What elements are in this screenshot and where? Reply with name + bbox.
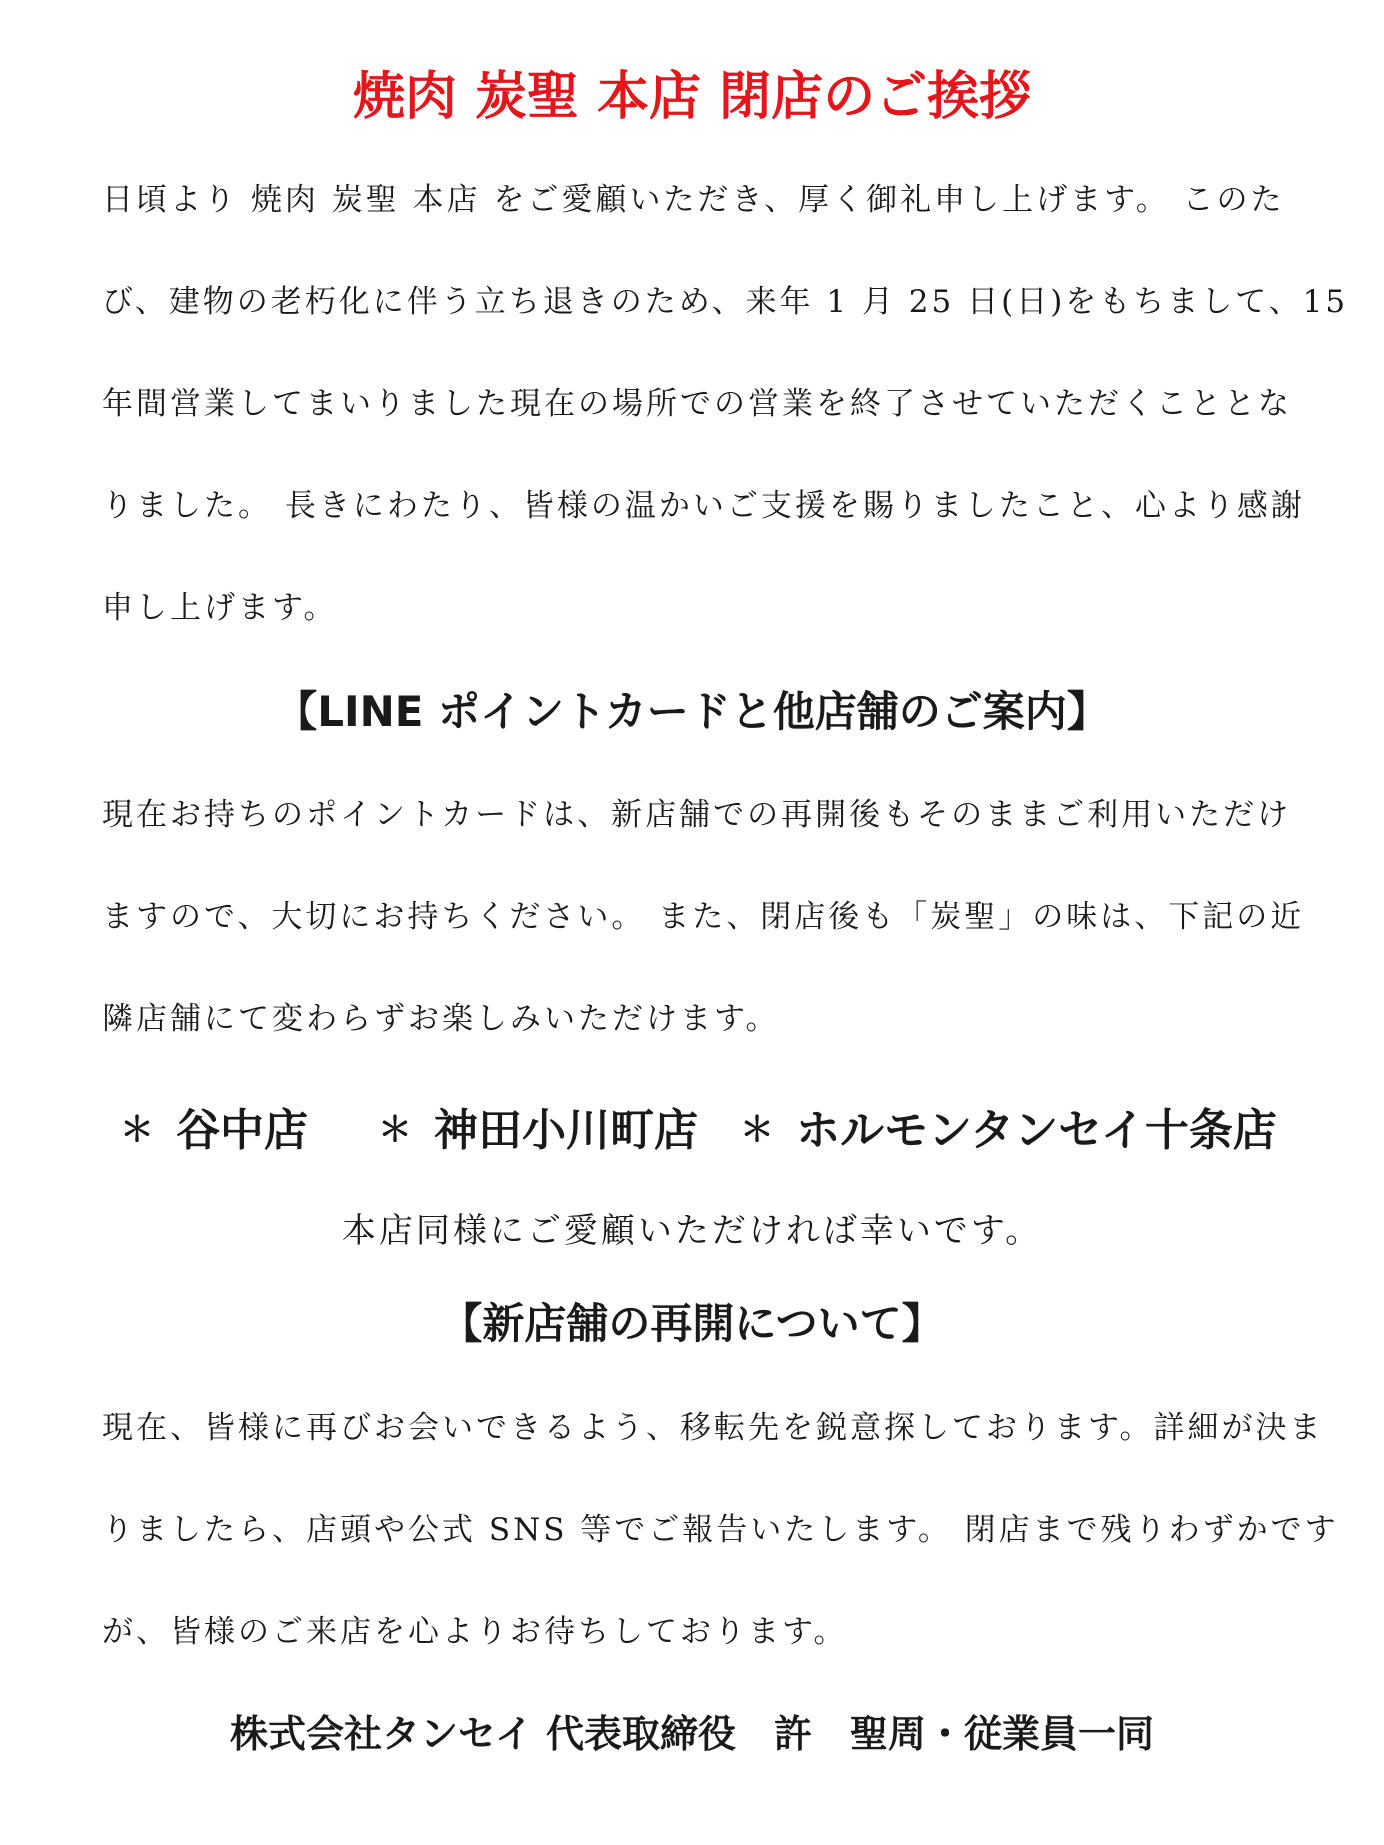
greeting-line: び、建物の老朽化に伴う立ち退きのため、来年 1 月 25 日(日)をもちまして、15 bbox=[102, 284, 1349, 320]
store-item-kanda-ogawamachi bbox=[378, 1098, 698, 1163]
reopening-line: 現在、皆様に再びお会いできるよう、移転先を鋭意探しております。詳細が決ま bbox=[102, 1410, 1324, 1446]
greeting-line: 日頃より 焼肉 炭聖 本店 をご愛顧いただき、厚く御礼申し上げます。 このた bbox=[102, 182, 1285, 218]
notice-title: 焼肉 炭聖 本店 閉店のご挨拶 bbox=[352, 67, 1032, 127]
point-card-line: ますので、大切にお持ちください。 また、閉店後も「炭聖」の味は、下記の近 bbox=[102, 899, 1305, 935]
store-name: 谷中店 bbox=[176, 1105, 308, 1156]
point-card-line: 現在お持ちのポイントカードは、新店舗での再開後もそのままご利用いただけ bbox=[102, 797, 1292, 833]
store-name: ホルモンタンセイ十条店 bbox=[796, 1105, 1277, 1156]
store-item-yanaka bbox=[120, 1098, 308, 1163]
greeting-line: 年間営業してまいりました現在の場所での営業を終了させていただくこととな bbox=[102, 386, 1292, 422]
store-list bbox=[120, 1098, 1320, 1162]
reopening-line: りましたら、店頭や公式 SNS 等でご報告いたします。 閉店まで残りわずかです bbox=[102, 1512, 1339, 1548]
asterisk-marker: ＊ bbox=[120, 1110, 154, 1150]
greeting-line: りました。 長きにわたり、皆様の温かいご支援を賜りましたこと、心より感謝 bbox=[102, 488, 1305, 524]
stores-note: 本店同様にご愛顧いただければ幸いです。 bbox=[341, 1211, 1043, 1251]
reopening-line: が、皆様のご来店を心よりお待ちしております。 bbox=[102, 1614, 848, 1650]
store-item-horumon-tansei-jujo bbox=[740, 1098, 1277, 1163]
line-point-card-heading: 【LINE ポイントカードと他店舗のご案内】 bbox=[275, 687, 1109, 736]
reopening-heading: 【新店舗の再開について】 bbox=[440, 1299, 944, 1348]
signature: 株式会社タンセイ 代表取締役 許 聖周・従業員一同 bbox=[229, 1712, 1155, 1756]
store-name: 神田小川町店 bbox=[434, 1105, 698, 1156]
greeting-line: 申し上げます。 bbox=[102, 590, 338, 626]
asterisk-marker: ＊ bbox=[378, 1110, 412, 1150]
asterisk-marker: ＊ bbox=[740, 1110, 774, 1150]
point-card-line: 隣店舗にて変わらずお楽しみいただけます。 bbox=[102, 1001, 780, 1037]
